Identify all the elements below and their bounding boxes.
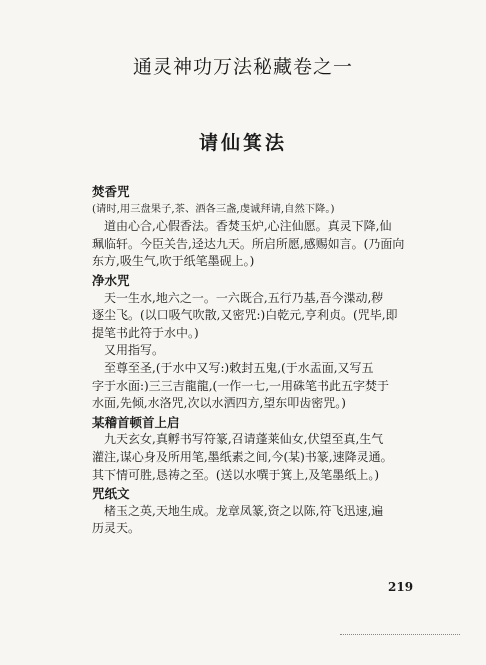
- text-line: 九天玄女,真孵书写符篆,召请蓬莱仙女,伏望至真,生气: [104, 432, 384, 447]
- page-number: 219: [388, 580, 414, 594]
- text-line: 字于水面:)三三吉龍龍,(一作一七,一用硃笔书此五字焚于: [92, 378, 390, 393]
- text-line: 水面,先倾,水洛咒,次以水洒四方,望东叩齿密咒。): [92, 396, 346, 411]
- chapter-title: 通灵神功万法秘藏卷之一: [132, 56, 353, 78]
- text-line: (请时,用三盘果子,茶、酒各三盏,虔诚拜请,自然下降。): [92, 202, 335, 215]
- text-line: 逐尘飞。(以口吸气吹散,又密咒:)白乾元,亨利贞。(咒毕,即: [92, 308, 398, 323]
- text-line: 东方,吸生气,吹于纸笔墨砚上。): [92, 254, 255, 269]
- text-line: 提笔书此符于水中。): [92, 325, 199, 340]
- text-line: 珮临轩。今臣关告,迳达九天。所启所愿,感赐如言。(乃面向: [92, 236, 405, 251]
- text-line: 灌注,谋心身及所用笔,墨纸素之间,今(某)书篆,速降灵通。: [92, 449, 393, 464]
- text-line: 楮玉之英,天地生成。龙章凤篆,资之以陈,符飞迅速,遍: [104, 503, 384, 518]
- text-line: 咒纸文: [92, 486, 130, 502]
- text-line: 天一生水,地六之一。一六既合,五行乃基,吾今渫动,秽: [104, 290, 384, 305]
- text-line: 道由心合,心假香法。香焚玉炉,心注仙愿。真灵下降,仙: [104, 219, 392, 234]
- body-text: [92, 182, 444, 538]
- scan-artifact-dots: [340, 634, 460, 639]
- text-line: 其下情可胜,恳祷之至。(送以水噀于箕上,及笔墨纸上。): [92, 467, 379, 482]
- text-line: 焚香咒: [92, 184, 130, 199]
- text-line: 又用指写。: [104, 343, 165, 358]
- text-line: 至尊至圣,(于水中又写:)敕封五鬼,(于水盂面,又写五: [104, 360, 374, 375]
- text-line: 净水咒: [92, 272, 130, 288]
- text-line: 历灵天。: [92, 521, 141, 536]
- section-title: 请仙箕法: [198, 132, 287, 154]
- text-line: 某稽首顿首上启: [92, 414, 180, 430]
